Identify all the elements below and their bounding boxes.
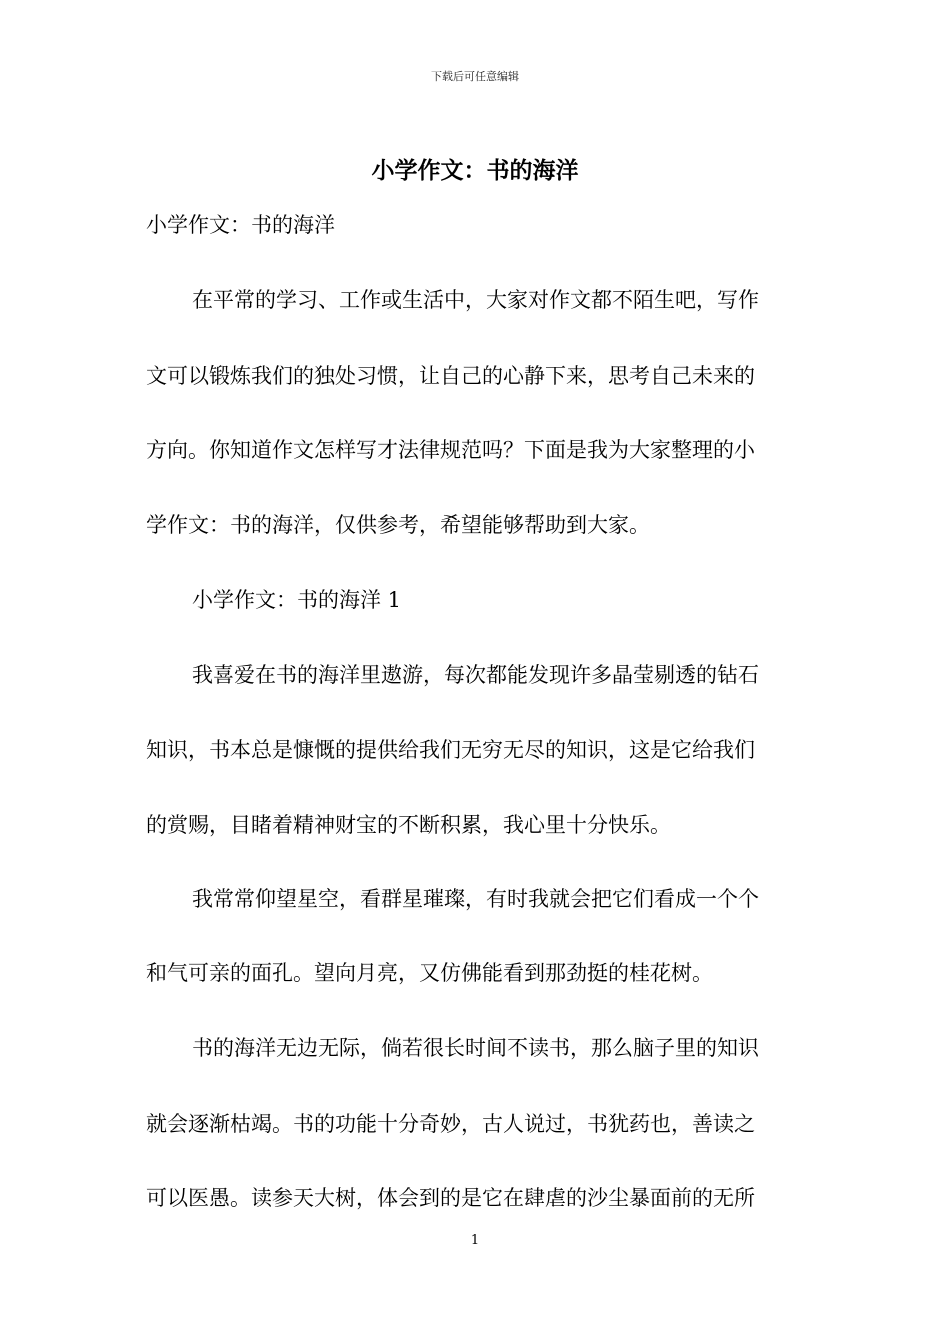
body-line-4: 学作文：书的海洋，仅供参考，希望能够帮助到大家。 bbox=[146, 513, 650, 537]
body-line-8: 的赏赐，目睹着精神财宝的不断积累，我心里十分快乐。 bbox=[146, 813, 671, 837]
body-line-3: 方向。你知道作文怎样写才法律规范吗？下面是我为大家整理的小 bbox=[146, 438, 755, 462]
body-line-13: 可以医愚。读参天大树，体会到的是它在肆虐的沙尘暴面前的无所 bbox=[146, 1186, 755, 1210]
body-line-9: 我常常仰望星空，看群星璀璨，有时我就会把它们看成一个个 bbox=[192, 887, 759, 911]
body-line-10: 和气可亲的面孔。望向月亮，又仿佛能看到那劲挺的桂花树。 bbox=[146, 961, 713, 985]
body-line-2: 文可以锻炼我们的独处习惯，让自己的心静下来，思考自己未来的 bbox=[146, 364, 755, 388]
document-title: 小学作文：书的海洋 bbox=[371, 157, 579, 184]
page-number: 1 bbox=[470, 1233, 480, 1248]
document-subtitle: 小学作文：书的海洋 bbox=[146, 213, 335, 237]
body-line-12: 就会逐渐枯竭。书的功能十分奇妙，古人说过，书犹药也，善读之 bbox=[146, 1112, 755, 1136]
header-note: 下载后可任意编辑 bbox=[431, 70, 519, 83]
body-line-1: 在平常的学习、工作或生活中，大家对作文都不陌生吧，写作 bbox=[192, 288, 759, 312]
body-line-11: 书的海洋无边无际，倘若很长时间不读书，那么脑子里的知识 bbox=[192, 1036, 759, 1060]
section-heading: 小学作文：书的海洋 1 bbox=[192, 588, 402, 612]
body-line-6: 我喜爱在书的海洋里遨游，每次都能发现许多晶莹剔透的钻石 bbox=[192, 663, 759, 687]
body-line-7: 知识，书本总是慷慨的提供给我们无穷无尽的知识，这是它给我们 bbox=[146, 738, 755, 762]
